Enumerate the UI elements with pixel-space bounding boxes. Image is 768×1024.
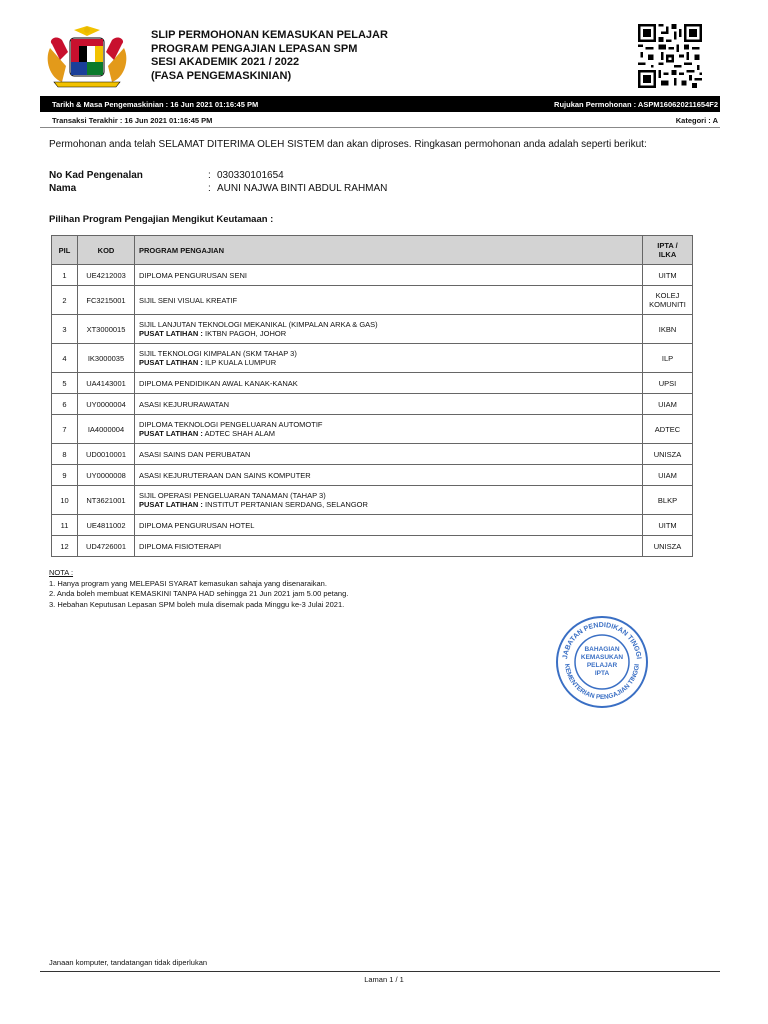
program-name: ASASI SAINS DAN PERUBATAN [139,449,251,459]
table-row [52,373,693,394]
cell-program [135,415,643,444]
colon: : [208,183,211,194]
cell-pil: 3 [52,315,78,344]
page-number: Laman 1 / 1 [364,975,404,984]
slip-title [151,29,388,83]
section-title: Pilihan Program Pengajian Mengikut Keutamaan : [49,214,274,225]
cell-pil: 12 [52,536,78,557]
note-item: 2. Anda boleh membuat KEMASKINI TANPA HAD sehingga 21 Jun 2021 jam 5.00 petang. [49,589,349,598]
program-name: DIPLOMA TEKNOLOGI PENGELUARAN AUTOMOTIF [139,420,323,429]
cell-pil: 2 [52,286,78,315]
program-table [51,235,693,557]
last-transaction: Transaksi Terakhir : 16 Jun 2021 01:16:45 PM [52,115,213,125]
svg-text:KEMENTERIAN PENGAJIAN TINGGI: KEMENTERIAN PENGAJIAN TINGGI [562,663,641,702]
header-kod: KOD [78,236,135,265]
cell-pil: 5 [52,373,78,394]
coat-of-arms-logo [44,26,130,88]
sub-bar [40,113,720,128]
table-row [52,486,693,515]
ipta-name: UNISZA [653,449,682,459]
cell-ipta [643,515,693,536]
program-name: SIJIL TEKNOLOGI KIMPALAN (SKM TAHAP 3) [139,349,297,358]
table-row [52,265,693,286]
cell-kod: UY0000004 [78,394,135,415]
program-name: DIPLOMA PENGURUSAN HOTEL [139,520,255,530]
qr-code [638,24,702,88]
confirmation-message: Permohonan anda telah SELAMAT DITERIMA OLEH SISTEM dan akan diproses. Ringkasan permohonan anda adalah seperti berikut: [49,139,647,150]
cell-ipta [643,444,693,465]
training-centre-label: PUSAT LATIHAN : [139,358,203,367]
cell-pil: 7 [52,415,78,444]
cell-kod: XT3000015 [78,315,135,344]
training-centre: PUSAT LATIHAN : ILP KUALA LUMPUR [139,358,277,367]
ipta-name: UITM [658,520,677,530]
training-centre-label: PUSAT LATIHAN : [139,329,203,338]
cell-ipta [643,344,693,373]
cell-ipta [643,265,693,286]
ipta-name: ILP [661,353,674,363]
table-row [52,394,693,415]
cell-pil: 6 [52,394,78,415]
application-reference: Rujukan Permohonan : ASPM160620211654F2 [554,99,718,109]
ipta-name: KOLEJ [655,291,680,300]
cell-program [135,486,643,515]
table-row [52,286,693,315]
stamp-text: IPTA [594,670,610,677]
program-name: ASASI KEJURURAWATAN [139,399,230,409]
table-row [52,536,693,557]
title-line: SESI AKADEMIK 2021 / 2022 [151,56,300,68]
name-label: Nama [49,183,77,194]
ipta-name-line2: KOMUNITI [649,300,686,309]
program-name: DIPLOMA FISIOTERAPI [139,541,222,551]
title-line: (FASA PENGEMASKINIAN) [151,69,292,82]
header-pil: PIL [52,236,78,265]
program-name: ASASI KEJURUTERAAN DAN SAINS KOMPUTER [139,470,311,480]
category: Kategori : A [675,115,718,125]
cell-kod: IK3000035 [78,344,135,373]
cell-pil: 1 [52,265,78,286]
ipta-name: UIAM [658,399,677,409]
cell-pil: 8 [52,444,78,465]
ipta-name: IKBN [658,324,677,334]
ic-value: 030330101654 [217,170,284,181]
program-name: DIPLOMA PENDIDIKAN AWAL KANAK-KANAK [139,378,298,388]
footer-note: Janaan komputer, tandatangan tidak diperlukan [49,958,208,967]
cell-pil: 9 [52,465,78,486]
name-value: AUNI NAJWA BINTI ABDUL RAHMAN [217,183,388,194]
cell-pil: 10 [52,486,78,515]
table-row [52,344,693,373]
header-program: PROGRAM PENGAJIAN [135,236,643,265]
footer-divider [40,971,720,972]
cell-kod: UA4143001 [78,373,135,394]
note-item: 3. Hebahan Keputusan Lepasan SPM boleh mula disemak pada Minggu ke-3 Julai 2021. [49,599,345,609]
cell-kod: IA4000004 [78,415,135,444]
stamp-text: KEMASUKAN [580,654,624,661]
cell-program [135,373,643,394]
note-item: 1. Hanya program yang MELEPASI SYARAT kemasukan sahaja yang disenaraikan. [49,578,327,588]
cell-program [135,265,643,286]
cell-ipta [643,373,693,394]
cell-ipta [643,394,693,415]
cell-pil: 4 [52,344,78,373]
cell-ipta [643,286,693,315]
cell-kod: UD0010001 [78,444,135,465]
program-name: SIJIL OPERASI PENGELUARAN TANAMAN (TAHAP 3) [139,491,326,500]
table-row [52,315,693,344]
stamp-text: PELAJAR [586,662,618,669]
update-datetime: Tarikh & Masa Pengemaskinian : 16 Jun 2021 01:16:45 PM [52,99,259,109]
table-header-row [52,236,693,265]
ipta-name: UITM [658,270,677,280]
cell-ipta [643,536,693,557]
cell-program [135,465,643,486]
cell-pil: 11 [52,515,78,536]
table-row [52,444,693,465]
cell-ipta [643,465,693,486]
cell-kod: NT3621001 [78,486,135,515]
training-centre-label: PUSAT LATIHAN : [139,500,203,509]
cell-program [135,286,643,315]
header-ipta: IPTA / ILKA [643,236,693,265]
title-line: SLIP PERMOHONAN KEMASUKAN PELAJAR [151,29,388,41]
notes-heading: NOTA : [49,568,74,577]
cell-ipta [643,315,693,344]
program-name: SIJIL LANJUTAN TEKNOLOGI MEKANIKAL (KIMPALAN ARKA & GAS) [139,320,378,329]
cell-program [135,515,643,536]
training-centre: PUSAT LATIHAN : INSTITUT PERTANIAN SERDANG, SELANGOR [139,500,368,509]
cell-kod: UY0000008 [78,465,135,486]
cell-kod: UE4212003 [78,265,135,286]
ipta-name: UIAM [658,470,677,480]
colon: : [208,170,211,181]
ic-label: No Kad Pengenalan [49,170,143,181]
svg-text:JABATAN PENDIDIKAN TINGGI: JABATAN PENDIDIKAN TINGGI [562,621,642,660]
cell-program [135,444,643,465]
ipta-name: BLKP [657,495,678,505]
table-row [52,465,693,486]
cell-program [135,536,643,557]
cell-ipta [643,415,693,444]
official-stamp [555,615,649,709]
stamp-text: BAHAGIAN [584,646,620,653]
cell-program [135,394,643,415]
cell-kod: UE4811002 [78,515,135,536]
ipta-name: ADTEC [654,424,681,434]
cell-program [135,315,643,344]
notes [49,568,348,610]
cell-program [135,344,643,373]
table-row [52,515,693,536]
title-line: PROGRAM PENGAJIAN LEPASAN SPM [151,42,358,55]
training-centre: PUSAT LATIHAN : ADTEC SHAH ALAM [139,429,275,438]
info-bar [40,96,720,112]
training-centre-label: PUSAT LATIHAN : [139,429,203,438]
program-name: SIJIL SENI VISUAL KREATIF [139,295,238,305]
cell-kod: FC3215001 [78,286,135,315]
ipta-name: UPSI [658,378,677,388]
table-row [52,415,693,444]
svg-text:BAHAGIANKEMASUKANPELAJARIPTA [581,646,624,677]
cell-ipta [643,486,693,515]
program-name: DIPLOMA PENGURUSAN SENI [139,270,247,280]
cell-kod: UD4726001 [78,536,135,557]
ipta-name: UNISZA [653,541,682,551]
training-centre: PUSAT LATIHAN : IKTBN PAGOH, JOHOR [139,329,287,338]
